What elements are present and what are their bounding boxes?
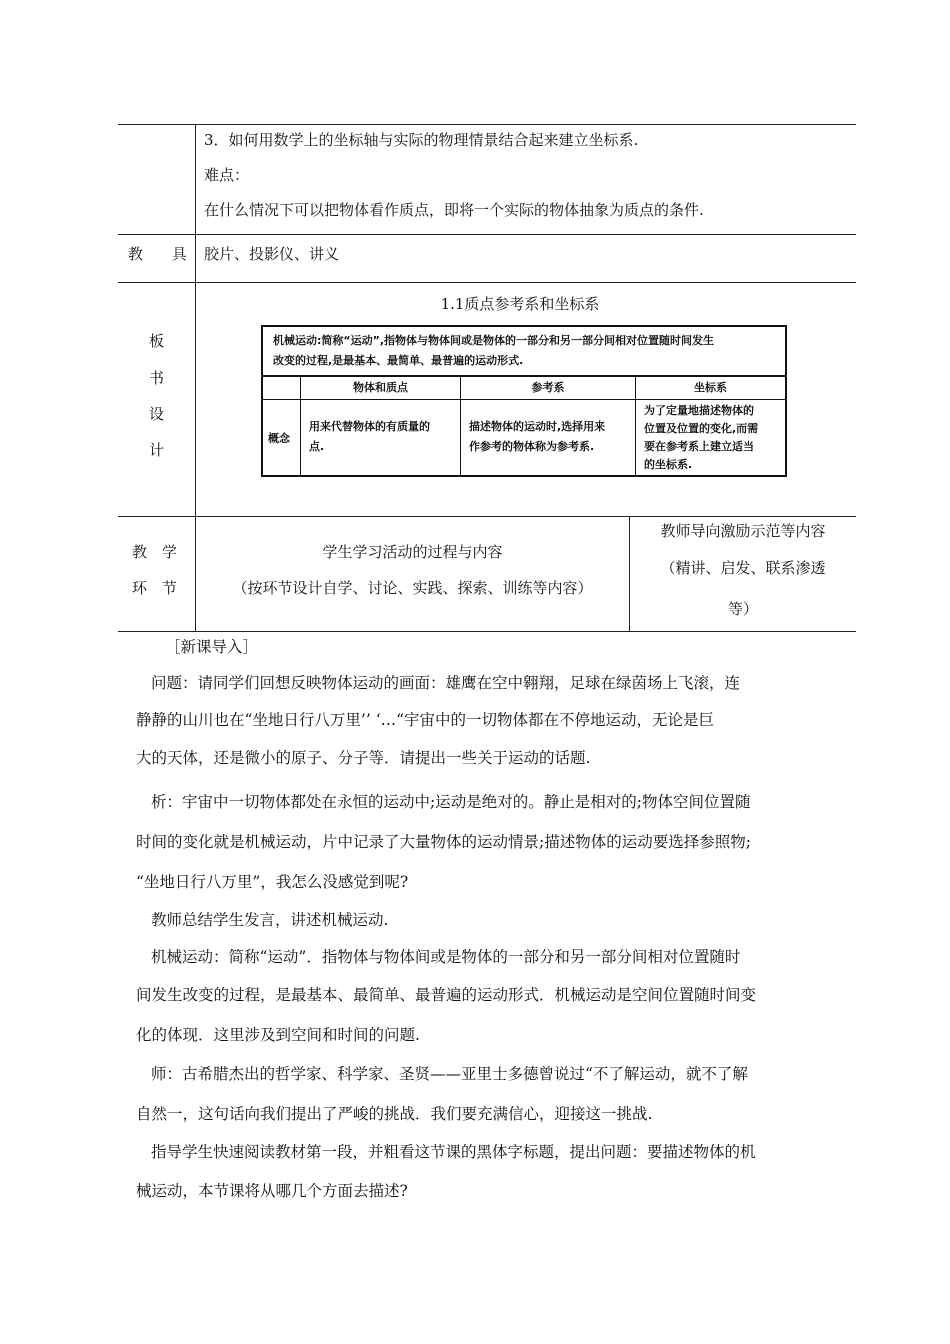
teacher-guide-subtitle-2: 等）: [727, 600, 758, 618]
board-rule-1: [263, 375, 785, 377]
mechanics-line-2: 间发生改变的过程，是最基本、最简单、最普遍的运动形式．机械运动是空间位置随时间变: [136, 986, 757, 1004]
board-col-header-3: 坐标系: [694, 381, 727, 394]
board-label-char-4: 计: [149, 441, 165, 459]
objective-line-3: 3．如何用数学上的坐标轴与实际的物理情景结合起来建立坐标系.: [204, 131, 639, 149]
teacher-quote-line-1: 师：古希腊杰出的哲学家、科学家、圣贤——亚里士多德曾说过“不了解运动，就不了解: [151, 1065, 748, 1083]
question-line-3: 大的天体，还是微小的原子、分子等．请提出一些关于运动的话题.: [136, 749, 591, 767]
board-cell-3-line-2: 位置及位置的变化,而需: [644, 422, 759, 435]
question-line-2: 静静的山川也在“坐地日行八万里’’ ‘…“宇宙中的一切物体都在不停地运动，无论是巨: [136, 711, 715, 729]
board-cell-2-line-2: 作参考的物体称为参考系.: [469, 440, 595, 453]
teacher-guide-subtitle-1: （精讲、启发、联系渗透: [660, 559, 826, 577]
guidance-line-1: 指导学生快速阅读教材第一段，并粗看这节课的黑体字标题，提出问题：要描述物体的机: [151, 1143, 756, 1161]
table-rule-tools-top: [118, 234, 856, 235]
analysis-line-3: “坐地日行八万里”，我怎么没感觉到呢?: [136, 873, 409, 891]
difficulty-text: 在什么情况下可以把物体看作质点，即将一个实际的物体抽象为质点的条件.: [204, 201, 704, 219]
board-label-char-3: 设: [149, 405, 165, 423]
board-rule-2: [263, 399, 785, 400]
guidance-line-2: 械运动，本节课将从哪几个方面去描述?: [136, 1182, 408, 1200]
tools-label: 教 具: [128, 245, 199, 263]
board-cell-2-line-1: 描述物体的运动时,选择用来: [469, 420, 606, 433]
tools-value: 胶片、投影仪、讲义: [204, 245, 340, 263]
teaching-label-line-1: 教 学: [132, 543, 178, 561]
mechanics-line-3: 化的体现．这里涉及到空间和时间的问题.: [136, 1026, 420, 1044]
mechanics-line-1: 机械运动：简称“运动”．指物体与物体间或是物体的一部分和另一部分间相对位置随时: [151, 948, 741, 966]
table-rule-bottom: [118, 631, 856, 632]
board-figure: [261, 325, 787, 477]
section-title: ［新课导入］: [165, 638, 259, 656]
board-cell-3-line-3: 要在参考系上建立适当: [644, 440, 754, 453]
teacher-quote-line-2: 自然一，这句话向我们提出了严峻的挑战．我们要充满信心，迎接这一挑战.: [136, 1105, 653, 1123]
student-activity-subtitle: （按环节设计自学、讨论、实践、探索、训练等内容）: [232, 579, 593, 597]
teaching-label-line-2: 环 节: [132, 579, 178, 597]
board-row-label: 概念: [268, 432, 290, 445]
board-title: 1.1质点参考系和坐标系: [440, 295, 600, 313]
board-col-header-2: 参考系: [531, 381, 565, 394]
analysis-line-2: 时间的变化就是机械运动，片中记录了大量物体的运动情景;描述物体的运动要选择参照物;: [136, 833, 751, 851]
teacher-guide-title: 教师导向激励示范等内容: [660, 522, 826, 540]
table-rule-teaching-top: [118, 516, 856, 517]
board-cell-1-line-2: 点.: [309, 440, 325, 453]
board-col-header-1: 物体和质点: [353, 381, 408, 394]
table-rule-board-top: [118, 282, 856, 283]
board-definition-line-2: 改变的过程,是最基本、最简单、最普遍的运动形式.: [273, 354, 524, 367]
question-line-1: 问题：请同学们回想反映物体运动的画面：雄鹰在空中翱翔，足球在绿茵场上飞滚，连: [151, 674, 741, 692]
analysis-line-1: 析：宇宙中一切物体都处在永恒的运动中;运动是绝对的。静止是相对的;物体空间位置随: [151, 793, 751, 811]
difficulty-label: 难点：: [204, 166, 250, 184]
board-cell-1-line-1: 用来代替物体的有质量的: [309, 420, 430, 433]
board-cell-3-line-1: 为了定量地描述物体的: [644, 404, 754, 417]
board-label-char-2: 书: [149, 369, 165, 387]
student-activity-title: 学生学习活动的过程与内容: [322, 543, 503, 561]
board-definition-line-1: 机械运动:简称“运动”,指物体与物体间或是物体的一部分和另一部分间相对位置随时间发生: [273, 334, 715, 347]
board-cell-3-line-4: 的坐标系.: [644, 458, 693, 471]
teacher-summary: 教师总结学生发言，讲述机械运动.: [151, 911, 389, 929]
table-rule-top: [118, 124, 856, 125]
board-label-char-1: 板: [149, 332, 165, 350]
